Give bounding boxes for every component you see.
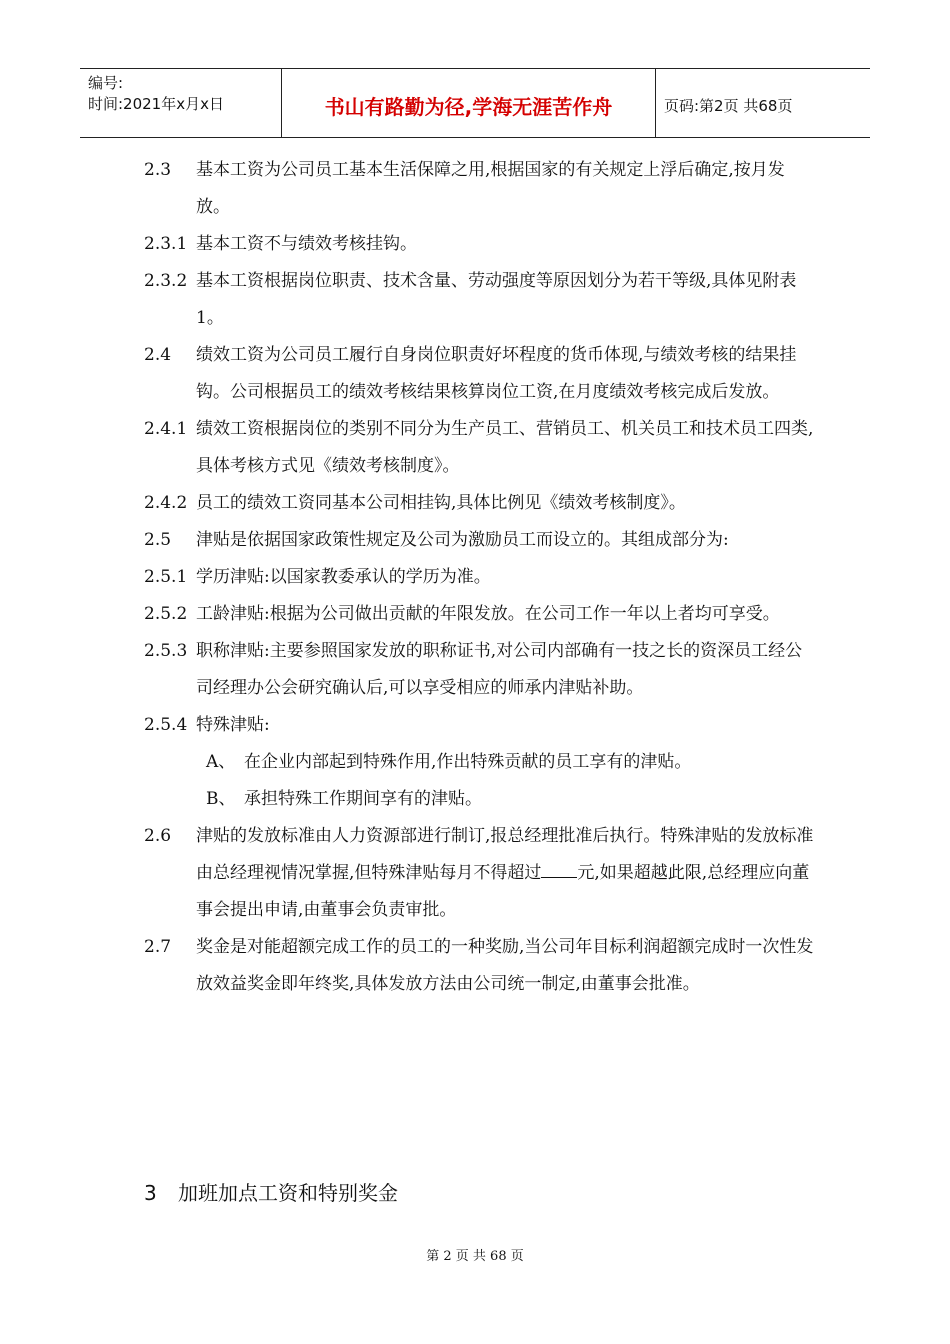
- page-footer: 第 2 页 共 68 页: [426, 1249, 524, 1264]
- paragraph-2-3-1: [144, 226, 814, 263]
- header-page-info: 页码:第2页 共68页: [664, 96, 793, 115]
- header-motto: 书山有路勤为径,学海无涯苦作舟: [282, 69, 656, 137]
- doc-time-label: 时间:2021年x月x日: [88, 95, 224, 113]
- paragraph-2-4-2: [144, 485, 814, 522]
- list-item-text: 在企业内部起到特殊作用,作出特殊贡献的员工享有的津贴。: [244, 752, 692, 772]
- paragraph-text: 基本工资为公司员工基本生活保障之用,根据国家的有关规定上浮后确定,按月发放。: [196, 160, 785, 217]
- paragraph-number: 2.5.2: [144, 604, 188, 624]
- paragraph-text: 职称津贴:主要参照国家发放的职称证书,对公司内部确有一技之长的资深员工经公司经理办公会研究确认后,可以享受相应的师承内津贴补助。: [196, 641, 803, 698]
- paragraph-2-3-2: [144, 263, 814, 337]
- paragraph-number: 2.3.2: [144, 271, 188, 291]
- paragraph-text: 学历津贴:以国家教委承认的学历为准。: [196, 567, 491, 587]
- paragraph-2-5-3: [144, 633, 814, 707]
- doc-number-label: 编号:: [88, 74, 124, 92]
- paragraph-text-after-blank: 元,如果超越此限,总经理应向董事会提出申请,由董事会负责审批。: [196, 863, 810, 920]
- paragraph-text: 奖金是对能超额完成工作的员工的一种奖励,当公司年目标利润超额完成时一次性发放效益奖金即年终奖,具体发放方法由公司统一制定,由董事会批准。: [196, 937, 814, 994]
- page-header: [80, 68, 870, 138]
- paragraph-2-4-1: [144, 411, 814, 485]
- list-item-marker: B、: [206, 789, 236, 809]
- paragraph-number: 2.3: [144, 160, 172, 180]
- document-body: [144, 152, 814, 1003]
- header-meta: [80, 69, 282, 137]
- paragraph-text: [196, 818, 814, 929]
- paragraph-number: 2.6: [144, 826, 172, 846]
- paragraph-text: 工龄津贴:根据为公司做出贡献的年限发放。在公司工作一年以上者均可享受。: [196, 604, 780, 624]
- section-number: 3: [144, 1181, 157, 1205]
- paragraph-2-5-2: [144, 596, 814, 633]
- paragraph-number: 2.5.3: [144, 641, 188, 661]
- paragraph-number: 2.5.4: [144, 715, 188, 735]
- paragraph-2-7: [144, 929, 814, 1003]
- paragraph-2-5-4: [144, 707, 814, 744]
- section-heading: [144, 1176, 398, 1210]
- paragraph-2-3: [144, 152, 814, 226]
- paragraph-number: 2.7: [144, 937, 172, 957]
- paragraph-number: 2.4.2: [144, 493, 188, 513]
- paragraph-number: 2.5.1: [144, 567, 188, 587]
- paragraph-text-before-blank: 津贴的发放标准由人力资源部进行制订,报总经理批准后执行。特殊津贴的发放标准由总经理视情况掌握,但特殊津贴每月不得超过: [196, 826, 814, 883]
- paragraph-2-6: [144, 818, 814, 929]
- paragraph-2-4: [144, 337, 814, 411]
- paragraph-2-5: [144, 522, 814, 559]
- list-item: [144, 781, 814, 818]
- paragraph-text: 绩效工资为公司员工履行自身岗位职责好坏程度的货币体现,与绩效考核的结果挂钩。公司根据员工的绩效考核结果核算岗位工资,在月度绩效考核完成后发放。: [196, 345, 797, 402]
- paragraph-2-5-1: [144, 559, 814, 596]
- section-title: 加班加点工资和特别奖金: [178, 1181, 398, 1205]
- list-item-text: 承担特殊工作期间享有的津贴。: [244, 789, 482, 809]
- paragraph-text: 津贴是依据国家政策性规定及公司为激励员工而设立的。其组成部分为:: [196, 530, 729, 550]
- list-item: [144, 744, 814, 781]
- paragraph-text: 特殊津贴:: [196, 715, 270, 735]
- paragraph-text: 基本工资不与绩效考核挂钩。: [196, 234, 417, 254]
- paragraph-text: 基本工资根据岗位职责、技术含量、劳动强度等原因划分为若干等级,具体见附表1。: [196, 271, 797, 328]
- paragraph-text: 绩效工资根据岗位的类别不同分为生产员工、营销员工、机关员工和技术员工四类,具体考核方式见《绩效考核制度》。: [196, 419, 814, 476]
- paragraph-number: 2.5: [144, 530, 172, 550]
- paragraph-number: 2.3.1: [144, 234, 188, 254]
- amount-blank: [541, 859, 577, 878]
- list-item-marker: A、: [206, 752, 236, 772]
- paragraph-number: 2.4.1: [144, 419, 188, 439]
- paragraph-text: 员工的绩效工资同基本公司相挂钩,具体比例见《绩效考核制度》。: [196, 493, 686, 513]
- paragraph-number: 2.4: [144, 345, 172, 365]
